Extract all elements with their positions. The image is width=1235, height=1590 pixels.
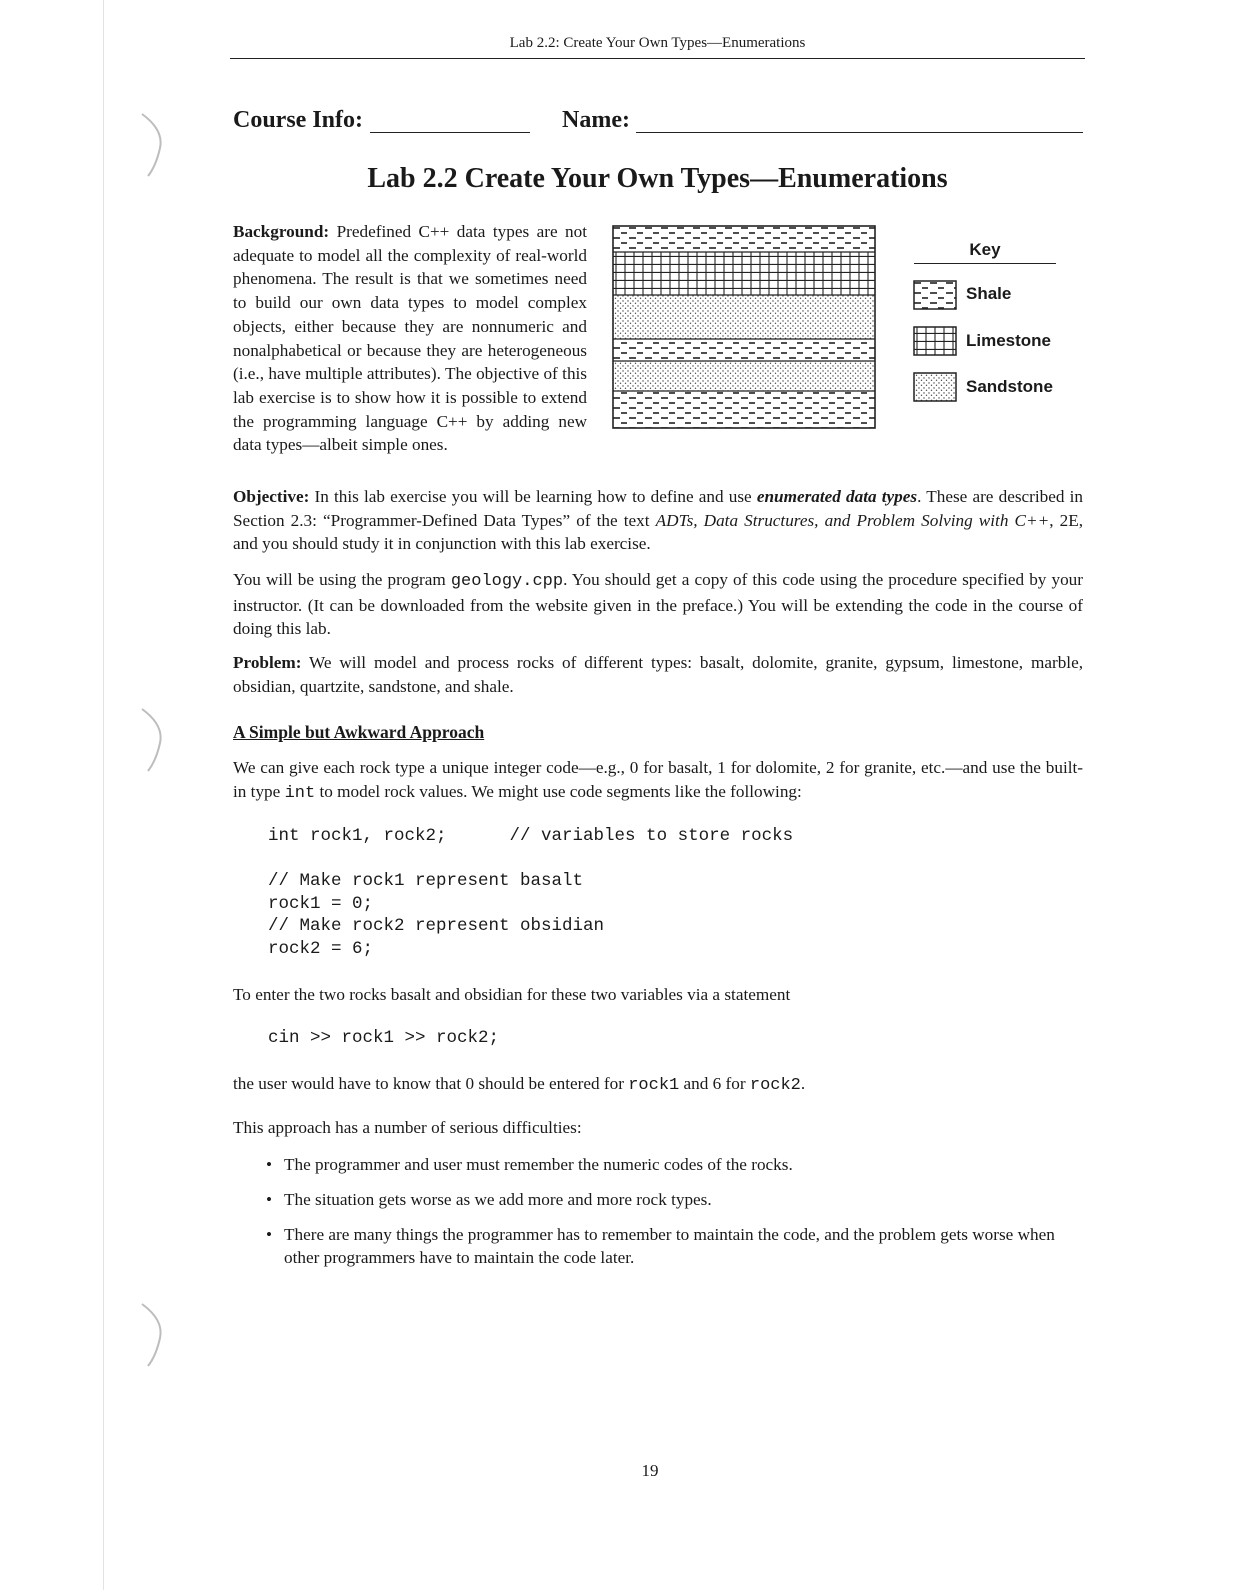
background-paragraph (233, 220, 587, 457)
key-title: Key (969, 240, 1001, 259)
page-number: 19 (641, 1461, 659, 1480)
enter-paragraph: To enter the two rocks basalt and obsidian for these two variables via a statement (233, 985, 791, 1004)
header-rule (230, 58, 1085, 59)
objective-emphasis-enumerated: enumerated data types (756, 487, 918, 506)
user-text-2: and 6 for (679, 1074, 750, 1093)
problem-text: We will model and process rocks of different types: basalt, dolomite, granite, gypsum, limestone, marble, obsidian, quartzite, sandstone, and shale. (233, 653, 1083, 696)
objective-label: Objective: (233, 487, 310, 506)
difficulties-intro: This approach has a number of serious difficulties: (233, 1118, 582, 1137)
key-rule (914, 263, 1056, 264)
objective-text-2: . These are described in Section 2.3: “Programmer-Defined Data Types” of the text (233, 487, 1083, 530)
approach-paragraph (233, 756, 1083, 805)
user-code-rock1: rock1 (628, 1076, 680, 1095)
name-label: Name: (562, 107, 630, 133)
list-item: • There are many things the programmer has to remember to maintain the code, and the problem gets worse when other programmers have to maintain the code later. (262, 1223, 1062, 1269)
user-text-3: . (800, 1074, 806, 1093)
rock-strata-figure (612, 225, 877, 430)
strata-layer-shale-3 (613, 391, 875, 428)
strata-layer-shale-2 (613, 339, 875, 361)
user-paragraph (233, 1072, 1083, 1098)
approach-text-2: to model rock values. We might use code segments like the following: (315, 781, 802, 801)
approach-int-code: int (284, 783, 316, 803)
list-item: • The situation gets worse as we add more and more rock types. (262, 1188, 1062, 1211)
background-text: Predefined C++ data types are not adequate to model all the complexity of real-world phenomena. The result is that we sometimes need to build our own data types to model complex objects, either because they are nonnumeric and nonalphabetical or because they are heterogeneous (i.e., have multiple attributes). The objective of this lab exercise is to show how it is possible to extend the programming language C++ by adding new data types—albeit simple ones. (233, 222, 587, 455)
running-header: Lab 2.2: Create Your Own Types—Enumerations (509, 35, 806, 51)
program-filename: geology.cpp (450, 572, 564, 591)
objective-text-1: In this lab exercise you will be learning how to define and use (309, 487, 757, 506)
binder-hole-middle (138, 705, 168, 775)
legend-label-shale: Shale (966, 284, 1012, 303)
difficulties-list (262, 1153, 1062, 1281)
problem-label: Problem: (233, 653, 302, 672)
legend-label-sandstone: Sandstone (966, 377, 1053, 396)
approach-text-1: We can give each rock type a unique integer code—e.g., 0 for basalt, 1 for dolomite, 2 for granite, etc.—and use the built-in type (233, 758, 1083, 801)
background-label: Background: (233, 222, 330, 241)
name-blank (636, 132, 1083, 133)
binder-hole-top (138, 110, 168, 180)
section-heading: A Simple but Awkward Approach (233, 722, 485, 742)
strata-layer-sandstone-1 (613, 295, 875, 339)
legend-label-limestone: Limestone (966, 331, 1052, 350)
program-text-1: You will be using the program (233, 570, 451, 589)
program-paragraph (233, 568, 1083, 641)
strata-layer-shale-1 (613, 226, 875, 252)
code-block-variables: int rock1, rock2; // variables to store rocks // Make rock1 represent basalt rock1 = 0; // Make rock2 represent obsidian rock2 = 6; (268, 826, 794, 959)
course-info-blank (370, 132, 530, 133)
objective-paragraph (233, 485, 1083, 556)
code-block-cin: cin >> rock1 >> rock2; (268, 1028, 500, 1048)
objective-book-title: ADTs, Data Structures, and Problem Solving with C++ (655, 510, 1050, 530)
list-item: • The programmer and user must remember the numeric codes of the rocks. (262, 1153, 1062, 1176)
course-info-label: Course Info: (233, 107, 363, 133)
strata-layer-sandstone-2 (613, 361, 875, 391)
objective-text-3: , 2E, and you should study it in conjunction with this lab exercise. (233, 510, 1084, 554)
shale-swatch-icon (913, 280, 957, 310)
lab-title: Lab 2.2 Create Your Own Types—Enumerations (367, 163, 948, 194)
sandstone-swatch-icon (913, 372, 957, 402)
gutter-line (103, 0, 104, 1590)
binder-hole-bottom (138, 1300, 168, 1370)
user-text-1: the user would have to know that 0 should be entered for (233, 1074, 629, 1093)
user-code-rock2: rock2 (749, 1076, 801, 1095)
limestone-swatch-icon (913, 326, 957, 356)
strata-layer-limestone (613, 252, 875, 295)
problem-paragraph (233, 651, 1083, 698)
program-text-2: . You should get a copy of this code using the procedure specified by your instructor. (It can be downloaded from the website given in the preface.) You will be extending the code in the course of doing this lab. (233, 570, 1083, 639)
